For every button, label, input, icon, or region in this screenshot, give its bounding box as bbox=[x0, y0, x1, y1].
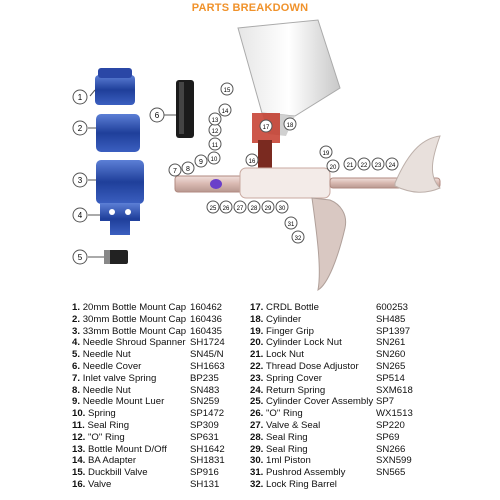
part-name: Needle Cover bbox=[82, 360, 142, 372]
svg-text:26: 26 bbox=[222, 206, 230, 212]
part-code: SXM618 bbox=[376, 384, 413, 396]
part-code: SP7 bbox=[376, 396, 395, 408]
part-code: SN261 bbox=[376, 337, 406, 349]
part-row bbox=[72, 455, 252, 467]
callout-12 bbox=[209, 124, 221, 136]
part-row bbox=[250, 432, 440, 444]
part-number: 1. bbox=[72, 302, 81, 313]
part-number: 8. bbox=[72, 384, 81, 396]
part-row bbox=[72, 479, 252, 491]
part-number: 21. bbox=[250, 349, 264, 361]
part-row bbox=[72, 314, 252, 326]
part-number: 10. bbox=[72, 408, 86, 420]
trigger-handle bbox=[312, 198, 346, 290]
part-number: 25. bbox=[250, 396, 264, 408]
part-row bbox=[72, 302, 252, 314]
part-name: Lock Ring Barrel bbox=[266, 478, 337, 490]
svg-text:4: 4 bbox=[77, 211, 83, 220]
part-row bbox=[250, 361, 440, 373]
finger-grip bbox=[395, 136, 440, 192]
needle-nut-part bbox=[104, 250, 128, 264]
svg-text:30: 30 bbox=[278, 206, 286, 212]
part-code: SN45/N bbox=[190, 349, 224, 361]
part-number: 32. bbox=[250, 478, 264, 490]
callout-18 bbox=[284, 118, 296, 130]
svg-text:24: 24 bbox=[388, 163, 396, 169]
bottle-mount-cap-20mm bbox=[95, 68, 135, 105]
svg-text:22: 22 bbox=[360, 163, 368, 169]
part-code: 600253 bbox=[376, 302, 409, 313]
svg-text:14: 14 bbox=[221, 109, 229, 115]
svg-text:10: 10 bbox=[210, 157, 218, 163]
callout-26 bbox=[220, 201, 232, 213]
part-row bbox=[72, 337, 252, 349]
callout-10 bbox=[208, 152, 220, 164]
callout-30 bbox=[276, 201, 288, 213]
part-code: SH1831 bbox=[190, 455, 225, 467]
svg-text:16: 16 bbox=[248, 159, 256, 165]
part-code: SH131 bbox=[190, 478, 220, 490]
part-name: CRDL Bottle bbox=[266, 302, 319, 313]
svg-text:25: 25 bbox=[209, 206, 217, 212]
callout-1 bbox=[73, 90, 95, 104]
part-code: SP1472 bbox=[190, 408, 225, 420]
callout-11 bbox=[209, 138, 221, 150]
callout-17 bbox=[260, 120, 272, 132]
svg-text:15: 15 bbox=[223, 88, 231, 94]
part-code: SP1397 bbox=[376, 325, 411, 337]
part-name: 33mm Bottle Mount Cap bbox=[82, 325, 187, 337]
svg-text:13: 13 bbox=[211, 118, 219, 124]
callout-16 bbox=[246, 154, 258, 166]
callout-24 bbox=[386, 158, 398, 170]
part-name: Valve bbox=[88, 478, 112, 490]
part-code: SH1724 bbox=[190, 337, 225, 349]
svg-text:9: 9 bbox=[199, 159, 203, 166]
part-code: SP631 bbox=[190, 431, 219, 443]
part-number: 2. bbox=[72, 313, 81, 325]
part-number: 19. bbox=[250, 325, 264, 337]
callout-22 bbox=[358, 158, 370, 170]
parts-list-left bbox=[72, 302, 252, 491]
part-code: 160436 bbox=[190, 313, 223, 325]
part-row bbox=[72, 432, 252, 444]
part-number: 13. bbox=[72, 443, 86, 455]
part-code: SP69 bbox=[376, 431, 400, 443]
part-number: 9. bbox=[72, 396, 81, 408]
svg-text:28: 28 bbox=[250, 206, 258, 212]
part-row bbox=[250, 408, 440, 420]
svg-text:8: 8 bbox=[186, 166, 190, 173]
bottle-mount-cap-30mm bbox=[96, 114, 140, 152]
part-name: 1ml Piston bbox=[266, 455, 311, 467]
part-name: Return Spring bbox=[266, 384, 326, 396]
part-name: Cylinder Lock Nut bbox=[266, 337, 342, 349]
callout-6 bbox=[150, 108, 176, 122]
part-number: 28. bbox=[250, 431, 264, 443]
part-name: Cylinder bbox=[266, 313, 302, 325]
part-code: SN266 bbox=[376, 443, 406, 455]
part-code: SN565 bbox=[376, 467, 406, 479]
svg-text:18: 18 bbox=[286, 123, 294, 129]
svg-text:17: 17 bbox=[262, 125, 270, 131]
svg-text:3: 3 bbox=[77, 176, 83, 185]
svg-text:1: 1 bbox=[77, 93, 83, 102]
part-code: SH485 bbox=[376, 313, 406, 325]
callout-15 bbox=[221, 83, 233, 95]
part-row bbox=[72, 373, 252, 385]
part-number: 31. bbox=[250, 467, 264, 479]
part-code: SN260 bbox=[376, 349, 406, 361]
part-number: 7. bbox=[72, 372, 81, 384]
part-name: Needle Mount Luer bbox=[82, 396, 165, 408]
svg-text:2: 2 bbox=[77, 124, 83, 133]
callout-13 bbox=[209, 113, 221, 125]
svg-text:21: 21 bbox=[346, 163, 354, 169]
part-name: Spring bbox=[88, 408, 116, 420]
part-name: Pushrod Assembly bbox=[266, 467, 346, 479]
callout-21 bbox=[344, 158, 356, 170]
bottle-mount-cap-33mm bbox=[96, 160, 144, 204]
callout-2 bbox=[73, 121, 96, 135]
part-number: 23. bbox=[250, 372, 264, 384]
part-number: 5. bbox=[72, 349, 81, 361]
part-row bbox=[72, 396, 252, 408]
part-name: Cylinder Cover Assembly bbox=[266, 396, 374, 408]
callout-5 bbox=[73, 250, 104, 264]
part-number: 18. bbox=[250, 313, 264, 325]
part-row bbox=[250, 302, 440, 314]
svg-text:5: 5 bbox=[77, 253, 83, 262]
part-code: SP916 bbox=[190, 467, 219, 479]
part-name: Needle Nut bbox=[82, 384, 131, 396]
part-name: 20mm Bottle Mount Cap bbox=[82, 302, 187, 313]
part-name: "O" Ring bbox=[88, 431, 125, 443]
part-number: 22. bbox=[250, 360, 264, 372]
part-row bbox=[72, 467, 252, 479]
part-number: 24. bbox=[250, 384, 264, 396]
part-number: 17. bbox=[250, 302, 264, 313]
callout-14 bbox=[219, 104, 231, 116]
part-row bbox=[72, 444, 252, 456]
callout-19 bbox=[320, 146, 332, 158]
part-row bbox=[250, 444, 440, 456]
part-number: 29. bbox=[250, 443, 264, 455]
part-code: SH1642 bbox=[190, 443, 225, 455]
callout-29 bbox=[262, 201, 274, 213]
part-name: Duckbill Valve bbox=[88, 467, 148, 479]
part-number: 11. bbox=[72, 419, 85, 431]
part-number: 30. bbox=[250, 455, 264, 467]
part-name: Needle Shroud Spanner bbox=[82, 337, 186, 349]
page-title: PARTS BREAKDOWN bbox=[191, 2, 309, 14]
part-name: Seal Ring bbox=[87, 419, 130, 431]
part-row bbox=[72, 361, 252, 373]
part-row bbox=[250, 373, 440, 385]
part-number: 14. bbox=[72, 455, 86, 467]
callout-7 bbox=[169, 164, 181, 176]
svg-text:11: 11 bbox=[211, 143, 219, 149]
callout-25 bbox=[207, 201, 219, 213]
callout-32 bbox=[292, 231, 304, 243]
part-code: BP235 bbox=[190, 372, 219, 384]
part-code: SN259 bbox=[190, 396, 220, 408]
part-code: SP309 bbox=[190, 419, 219, 431]
part-row bbox=[250, 467, 440, 479]
part-name: Spring Cover bbox=[266, 372, 323, 384]
part-number: 3. bbox=[72, 325, 81, 337]
part-row bbox=[250, 420, 440, 432]
callout-9 bbox=[195, 155, 207, 167]
part-row bbox=[250, 337, 440, 349]
part-code: SH1663 bbox=[190, 360, 225, 372]
svg-text:23: 23 bbox=[374, 163, 382, 169]
part-number: 6. bbox=[72, 360, 81, 372]
part-code: WX1513 bbox=[376, 408, 413, 420]
part-name: Needle Nut bbox=[82, 349, 131, 361]
part-row bbox=[72, 349, 252, 361]
part-code: SP514 bbox=[376, 372, 405, 384]
svg-text:29: 29 bbox=[264, 206, 272, 212]
part-row bbox=[250, 326, 440, 338]
part-code: SXN599 bbox=[376, 455, 412, 467]
part-name: BA Adapter bbox=[88, 455, 137, 467]
part-number: 15. bbox=[72, 467, 86, 479]
svg-text:7: 7 bbox=[173, 168, 177, 175]
part-name: Bottle Mount D/Off bbox=[88, 443, 167, 455]
part-code: SN265 bbox=[376, 360, 406, 372]
callout-31 bbox=[285, 217, 297, 229]
callout-20 bbox=[327, 160, 339, 172]
svg-text:32: 32 bbox=[294, 236, 302, 242]
callout-3 bbox=[73, 173, 96, 187]
needle-cover-part bbox=[176, 80, 194, 138]
callout-8 bbox=[182, 162, 194, 174]
callout-27 bbox=[234, 201, 246, 213]
callout-28 bbox=[248, 201, 260, 213]
part-name: Seal Ring bbox=[266, 443, 308, 455]
part-name: 30mm Bottle Mount Cap bbox=[82, 313, 187, 325]
part-name: Finger Grip bbox=[266, 325, 314, 337]
part-name: Valve & Seal bbox=[266, 419, 321, 431]
part-number: 4. bbox=[72, 337, 81, 349]
part-code: SP220 bbox=[376, 419, 405, 431]
part-number: 12. bbox=[72, 431, 86, 443]
part-number: 26. bbox=[250, 408, 264, 420]
part-name: Inlet valve Spring bbox=[82, 372, 157, 384]
part-row bbox=[72, 420, 252, 432]
part-number: 16. bbox=[72, 478, 86, 490]
part-row bbox=[72, 408, 252, 420]
part-number: 27. bbox=[250, 419, 264, 431]
part-row bbox=[250, 314, 440, 326]
part-name: "O" Ring bbox=[266, 408, 303, 420]
svg-text:31: 31 bbox=[287, 222, 295, 228]
part-row bbox=[250, 455, 440, 467]
part-row bbox=[250, 385, 440, 397]
svg-text:6: 6 bbox=[154, 111, 160, 120]
part-code: 160435 bbox=[190, 325, 223, 337]
part-number: 20. bbox=[250, 337, 264, 349]
part-row bbox=[250, 349, 440, 361]
needle-shroud-spanner bbox=[100, 203, 140, 235]
part-name: Thread Dose Adjustor bbox=[265, 360, 359, 372]
part-row bbox=[250, 479, 440, 491]
part-code: 160462 bbox=[190, 302, 223, 313]
svg-text:27: 27 bbox=[236, 206, 244, 212]
part-row bbox=[250, 396, 440, 408]
parts-list-right bbox=[250, 302, 440, 491]
svg-text:19: 19 bbox=[322, 151, 330, 157]
parts-exploded-diagram bbox=[0, 18, 500, 303]
part-row bbox=[72, 326, 252, 338]
part-name: Lock Nut bbox=[266, 349, 304, 361]
svg-text:12: 12 bbox=[211, 129, 219, 135]
part-row bbox=[72, 385, 252, 397]
svg-text:20: 20 bbox=[329, 165, 337, 171]
callout-4 bbox=[73, 208, 100, 222]
callout-23 bbox=[372, 158, 384, 170]
part-code: SN483 bbox=[190, 384, 220, 396]
part-name: Seal Ring bbox=[266, 431, 308, 443]
